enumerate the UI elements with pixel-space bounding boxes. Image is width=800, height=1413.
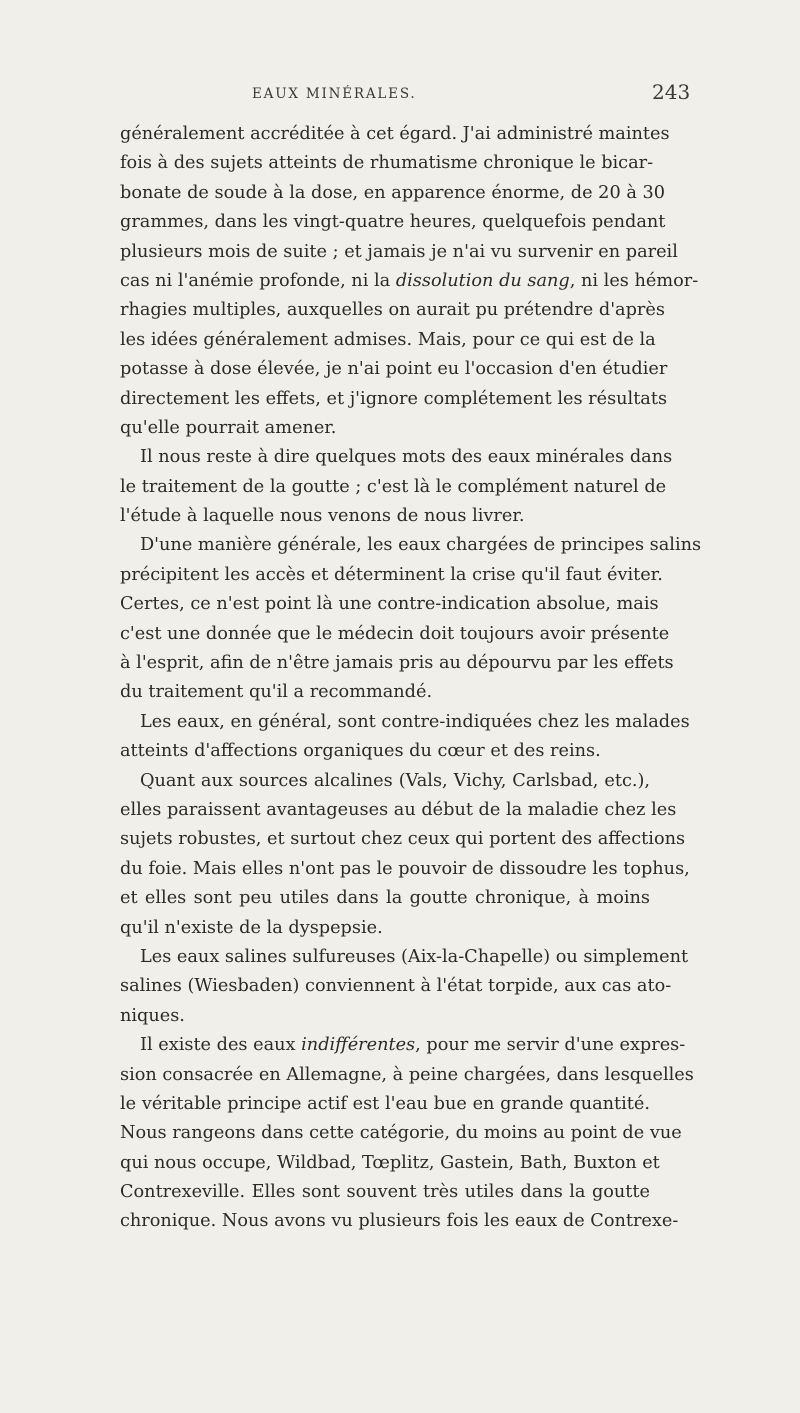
italic-phrase: indifférentes bbox=[301, 1035, 416, 1056]
text-line: l'étude à laquelle nous venons de nous livrer. bbox=[120, 506, 525, 527]
text-line: et elles sont peu utiles dans la goutte chronique, à moins bbox=[120, 888, 650, 909]
text-line: directement les effets, et j'ignore complétement les résultats bbox=[120, 388, 668, 409]
text-line: chronique. Nous avons vu plusieurs fois les eaux de Contrexe- bbox=[120, 1211, 679, 1232]
text-line: plusieurs mois de suite ; et jamais je n'ai vu survenir en pareil bbox=[120, 241, 678, 262]
text-line: Il nous reste à dire quelques mots des eaux minérales dans bbox=[140, 447, 673, 468]
text-span: cas ni l'anémie profonde, ni la bbox=[120, 270, 396, 291]
text-line: Les eaux salines sulfureuses (Aix-la-Chapelle) ou simplement bbox=[140, 946, 689, 967]
text-line: potasse à dose élevée, je n'ai point eu l'occasion d'en étudier bbox=[120, 359, 668, 380]
text-span: , pour me servir d'une expres- bbox=[415, 1035, 686, 1056]
text-line: rhagies multiples, auxquelles on aurait pu prétendre d'après bbox=[120, 300, 665, 321]
text-line bbox=[120, 267, 699, 296]
text-line: elles paraissent avantageuses au début de la maladie chez les bbox=[120, 799, 677, 820]
text-line: précipitent les accès et déterminent la crise qu'il faut éviter. bbox=[120, 564, 663, 585]
text-line: D'une manière générale, les eaux chargées de principes salins bbox=[140, 535, 702, 556]
text-line: du foie. Mais elles n'ont pas le pouvoir de dissoudre les tophus, bbox=[120, 858, 690, 879]
text-line: généralement accréditée à cet égard. J'ai administré maintes bbox=[120, 124, 670, 144]
text-line: sujets robustes, et surtout chez ceux qui portent des affections bbox=[120, 829, 686, 850]
text-line: à l'esprit, afin de n'être jamais pris au dépourvu par les effets bbox=[120, 653, 674, 674]
text-span: , ni les hémor- bbox=[569, 270, 699, 291]
body-text bbox=[120, 120, 702, 1237]
text-line: grammes, dans les vingt-quatre heures, quelquefois pendant bbox=[120, 212, 666, 233]
text-line: qu'il n'existe de la dyspepsie. bbox=[120, 917, 383, 938]
text-line: le traitement de la goutte ; c'est là le complément naturel de bbox=[120, 476, 667, 497]
text-line bbox=[120, 1031, 686, 1060]
text-line: Certes, ce n'est point là une contre-indication absolue, mais bbox=[120, 594, 659, 615]
text-line: sion consacrée en Allemagne, à peine chargées, dans lesquelles bbox=[120, 1064, 694, 1085]
text-line: Les eaux, en général, sont contre-indiquées chez les malades bbox=[140, 711, 690, 732]
text-line: fois à des sujets atteints de rhumatisme chronique le bicar- bbox=[120, 153, 654, 174]
italic-phrase: dissolution du sang bbox=[395, 270, 570, 291]
text-line: le véritable principe actif est l'eau bue en grande quantité. bbox=[120, 1093, 650, 1114]
text-line: c'est une donnée que le médecin doit toujours avoir présente bbox=[120, 623, 670, 644]
text-line: Nous rangeons dans cette catégorie, du moins au point de vue bbox=[120, 1123, 682, 1144]
text-line: Contrexeville. Elles sont souvent très utiles dans la goutte bbox=[120, 1182, 650, 1203]
text-line: qu'elle pourrait amener. bbox=[120, 417, 337, 438]
text-line: bonate de soude à la dose, en apparence énorme, de 20 à 30 bbox=[120, 182, 665, 203]
running-title: EAUX MINÉRALES. bbox=[252, 86, 417, 102]
text-line: atteints d'affections organiques du cœur et des reins. bbox=[120, 741, 601, 762]
text-line: salines (Wiesbaden) conviennent à l'état torpide, aux cas ato- bbox=[120, 976, 672, 997]
text-line: niques. bbox=[120, 1005, 185, 1026]
text-line: les idées généralement admises. Mais, pour ce qui est de la bbox=[120, 329, 656, 350]
text-span: Il existe des eaux bbox=[140, 1035, 302, 1056]
page-number: 243 bbox=[652, 80, 691, 104]
text-line: qui nous occupe, Wildbad, Tœplitz, Gastein, Bath, Buxton et bbox=[120, 1152, 660, 1173]
text-line: Quant aux sources alcalines (Vals, Vichy, Carlsbad, etc.), bbox=[140, 770, 650, 791]
text-line: du traitement qu'il a recommandé. bbox=[120, 682, 433, 703]
